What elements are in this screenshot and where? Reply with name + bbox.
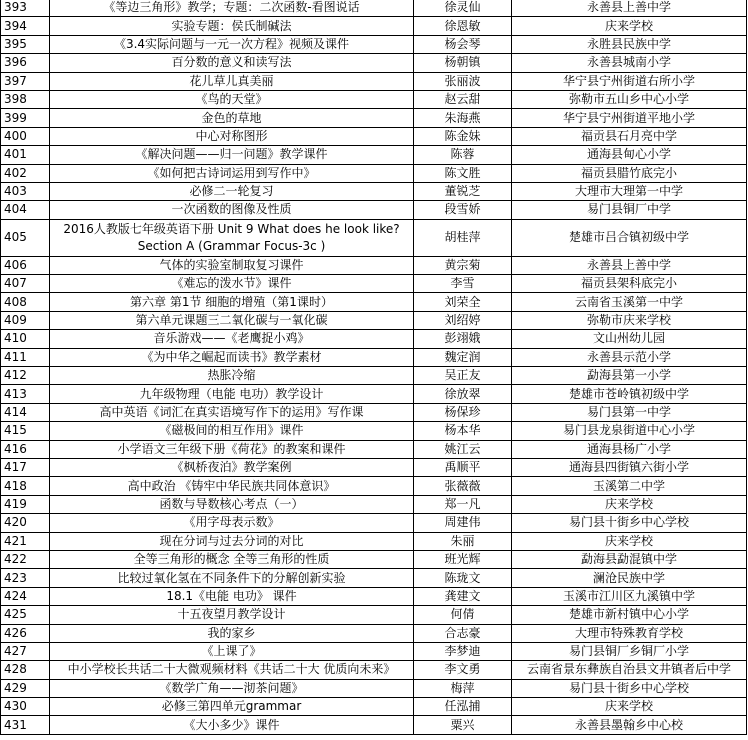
school-cell: 云南省景东彝族自治县文井镇者后中学 — [512, 661, 747, 679]
table-row — [1, 54, 747, 72]
row-number-cell: 424 — [1, 587, 50, 605]
table-row — [1, 606, 747, 624]
table-row — [1, 146, 747, 164]
author-cell: 陈蓉 — [414, 146, 512, 164]
author-cell: 彭翊娥 — [414, 330, 512, 348]
row-number-cell: 404 — [1, 201, 50, 219]
table-row — [1, 330, 747, 348]
school-cell: 福贡县架科底完小 — [512, 275, 747, 293]
row-number-cell: 396 — [1, 54, 50, 72]
table-row — [1, 367, 747, 385]
school-cell: 澜沧民族中学 — [512, 569, 747, 587]
author-cell: 禹顺平 — [414, 458, 512, 476]
school-cell: 华宁县宁州街道右所小学 — [512, 72, 747, 90]
table-body — [1, 0, 747, 734]
table-row — [1, 458, 747, 476]
school-cell: 庆来学校 — [512, 17, 747, 35]
title-cell: 一次函数的图像及性质 — [50, 201, 414, 219]
title-cell: 《鸟的天堂》 — [50, 90, 414, 108]
title-cell: 小学语文三年级下册《荷花》的教案和课件 — [50, 440, 414, 458]
title-cell: 18.1《电能 电功》 课件 — [50, 587, 414, 605]
table-row — [1, 109, 747, 127]
author-cell: 陈文胜 — [414, 164, 512, 182]
title-cell: 《解决问题——归一问题》教学课件 — [50, 146, 414, 164]
table-row — [1, 477, 747, 495]
row-number-cell: 428 — [1, 661, 50, 679]
author-cell: 朱丽 — [414, 532, 512, 550]
row-number-cell: 398 — [1, 90, 50, 108]
title-cell: 花儿草儿真美丽 — [50, 72, 414, 90]
school-cell: 庆来学校 — [512, 698, 747, 716]
title-cell: 实验专题：侯氏制碱法 — [50, 17, 414, 35]
title-cell: 函数与导数核心考点（一） — [50, 495, 414, 513]
row-number-cell: 400 — [1, 127, 50, 145]
table-row — [1, 201, 747, 219]
table-row — [1, 219, 747, 256]
row-number-cell: 393 — [1, 0, 50, 17]
table-row — [1, 495, 747, 513]
table-row — [1, 661, 747, 679]
title-cell: 中心对称图形 — [50, 127, 414, 145]
table-row — [1, 348, 747, 366]
school-cell: 永胜县民族中学 — [512, 35, 747, 53]
school-cell: 华宁县宁州街道平地小学 — [512, 109, 747, 127]
title-cell: 《3.4实际问题与一元一次方程》视频及课件 — [50, 35, 414, 53]
row-number-cell: 414 — [1, 403, 50, 421]
table-row — [1, 698, 747, 716]
school-cell: 庆来学校 — [512, 495, 747, 513]
author-cell: 刘荣全 — [414, 293, 512, 311]
school-cell: 勐海县勐混镇中学 — [512, 550, 747, 568]
author-cell: 杨会琴 — [414, 35, 512, 53]
table-row — [1, 532, 747, 550]
school-cell: 永善县城南小学 — [512, 54, 747, 72]
table-row — [1, 127, 747, 145]
author-cell: 段雪娇 — [414, 201, 512, 219]
row-number-cell: 415 — [1, 422, 50, 440]
author-cell: 李雪 — [414, 275, 512, 293]
school-cell: 玉溪第二中学 — [512, 477, 747, 495]
table-row — [1, 35, 747, 53]
table-row — [1, 642, 747, 660]
row-number-cell: 430 — [1, 698, 50, 716]
school-cell: 庆来学校 — [512, 532, 747, 550]
row-number-cell: 402 — [1, 164, 50, 182]
author-cell: 合志豪 — [414, 624, 512, 642]
school-cell: 楚雄市苍岭镇初级中学 — [512, 385, 747, 403]
author-cell: 魏定润 — [414, 348, 512, 366]
row-number-cell: 426 — [1, 624, 50, 642]
table-row — [1, 679, 747, 697]
table-row — [1, 403, 747, 421]
title-cell: 必修三第四单元grammar — [50, 698, 414, 716]
table-row — [1, 624, 747, 642]
table-row — [1, 164, 747, 182]
title-cell: 必修二一轮复习 — [50, 182, 414, 200]
author-cell: 姚江云 — [414, 440, 512, 458]
author-cell: 朱海燕 — [414, 109, 512, 127]
row-number-cell: 394 — [1, 17, 50, 35]
title-cell: 第六章 第1节 细胞的增殖（第1课时） — [50, 293, 414, 311]
table-row — [1, 550, 747, 568]
row-number-cell: 419 — [1, 495, 50, 513]
school-cell: 永善县上善中学 — [512, 0, 747, 17]
author-cell: 杨保珍 — [414, 403, 512, 421]
title-cell: 2016人教版七年级英语下册 Unit 9 What does he look like? Section A (Grammar Focus-3c ) — [50, 219, 414, 256]
row-number-cell: 423 — [1, 569, 50, 587]
school-cell: 易门县第一中学 — [512, 403, 747, 421]
title-cell: 中小学校长共话二十大微观频材料《共话二十大 优质向未来》 — [50, 661, 414, 679]
title-cell: 《为中华之崛起而读书》教学素材 — [50, 348, 414, 366]
row-number-cell: 406 — [1, 256, 50, 274]
author-cell: 任泓捕 — [414, 698, 512, 716]
school-cell: 大理市大理第一中学 — [512, 182, 747, 200]
row-number-cell: 410 — [1, 330, 50, 348]
table-row — [1, 422, 747, 440]
title-cell: 十五夜望月教学设计 — [50, 606, 414, 624]
author-cell: 徐恩敏 — [414, 17, 512, 35]
school-cell: 大理市特殊教育学校 — [512, 624, 747, 642]
author-cell: 张薇薇 — [414, 477, 512, 495]
author-cell: 吴正友 — [414, 367, 512, 385]
table-row — [1, 256, 747, 274]
author-cell: 张丽波 — [414, 72, 512, 90]
author-cell: 陈珑文 — [414, 569, 512, 587]
row-number-cell: 418 — [1, 477, 50, 495]
school-cell: 易门县龙泉街道中心小学 — [512, 422, 747, 440]
title-cell: 比较过氧化氢在不同条件下的分解创新实验 — [50, 569, 414, 587]
title-cell: 百分数的意义和读写法 — [50, 54, 414, 72]
author-cell: 郑一凡 — [414, 495, 512, 513]
table-row — [1, 569, 747, 587]
table-row — [1, 440, 747, 458]
school-cell: 通海县杨广小学 — [512, 440, 747, 458]
author-cell: 胡桂萍 — [414, 219, 512, 256]
row-number-cell: 425 — [1, 606, 50, 624]
school-cell: 永善县上善中学 — [512, 256, 747, 274]
table-row — [1, 311, 747, 329]
title-cell: 《磁极间的相互作用》课件 — [50, 422, 414, 440]
row-number-cell: 431 — [1, 716, 50, 734]
row-number-cell: 403 — [1, 182, 50, 200]
school-cell: 永善县示范小学 — [512, 348, 747, 366]
row-number-cell: 405 — [1, 219, 50, 256]
table-row — [1, 385, 747, 403]
title-cell: 《如何把古诗词运用到写作中》 — [50, 164, 414, 182]
title-cell: 《等边三角形》教学；专题：二次函数-看图说话 — [50, 0, 414, 17]
school-cell: 弥勒市五山乡中心小学 — [512, 90, 747, 108]
title-cell: 《数学广角——沏茶问题》 — [50, 679, 414, 697]
author-cell: 刘绍婷 — [414, 311, 512, 329]
school-cell: 勐海县第一小学 — [512, 367, 747, 385]
school-cell: 易门县十街乡中心学校 — [512, 514, 747, 532]
school-cell: 云南省玉溪第一中学 — [512, 293, 747, 311]
school-cell: 楚雄市吕合镇初级中学 — [512, 219, 747, 256]
title-cell: 《难忘的泼水节》课件 — [50, 275, 414, 293]
author-cell: 粟兴 — [414, 716, 512, 734]
table-row — [1, 275, 747, 293]
title-cell: 高中英语《词汇在真实语境写作下的运用》写作课 — [50, 403, 414, 421]
row-number-cell: 412 — [1, 367, 50, 385]
row-number-cell: 422 — [1, 550, 50, 568]
author-cell: 李文勇 — [414, 661, 512, 679]
row-number-cell: 399 — [1, 109, 50, 127]
title-cell: 《用字母表示数》 — [50, 514, 414, 532]
row-number-cell: 401 — [1, 146, 50, 164]
table-row — [1, 182, 747, 200]
author-cell: 何倩 — [414, 606, 512, 624]
row-number-cell: 421 — [1, 532, 50, 550]
author-cell: 董锐芝 — [414, 182, 512, 200]
school-cell: 通海县甸心小学 — [512, 146, 747, 164]
row-number-cell: 416 — [1, 440, 50, 458]
school-cell: 福贡县石月亮中学 — [512, 127, 747, 145]
table-row — [1, 587, 747, 605]
author-cell: 徐放翠 — [414, 385, 512, 403]
table-row — [1, 514, 747, 532]
school-cell: 玉溪市江川区九溪镇中学 — [512, 587, 747, 605]
row-number-cell: 429 — [1, 679, 50, 697]
row-number-cell: 397 — [1, 72, 50, 90]
title-cell: 第六单元课题三二氧化碳与一氧化碳 — [50, 311, 414, 329]
school-cell: 福贡县腊竹底完小 — [512, 164, 747, 182]
school-cell: 楚雄市新村镇中心小学 — [512, 606, 747, 624]
table-row — [1, 0, 747, 17]
title-cell: 《大小多少》课件 — [50, 716, 414, 734]
title-cell: 音乐游戏——《老鹰捉小鸡》 — [50, 330, 414, 348]
author-cell: 杨朝镇 — [414, 54, 512, 72]
row-number-cell: 395 — [1, 35, 50, 53]
author-cell: 李梦迪 — [414, 642, 512, 660]
author-cell: 班光辉 — [414, 550, 512, 568]
school-cell: 永善县墨翰乡中心校 — [512, 716, 747, 734]
school-cell: 易门县十街乡中心学校 — [512, 679, 747, 697]
row-number-cell: 420 — [1, 514, 50, 532]
table-row — [1, 716, 747, 734]
table-row — [1, 17, 747, 35]
title-cell: 九年级物理（电能 电功）教学设计 — [50, 385, 414, 403]
title-cell: 《上课了》 — [50, 642, 414, 660]
row-number-cell: 427 — [1, 642, 50, 660]
row-number-cell: 408 — [1, 293, 50, 311]
school-cell: 文山州幼儿园 — [512, 330, 747, 348]
row-number-cell: 417 — [1, 458, 50, 476]
row-number-cell: 411 — [1, 348, 50, 366]
title-cell: 气体的实验室制取复习课件 — [50, 256, 414, 274]
row-number-cell: 407 — [1, 275, 50, 293]
row-number-cell: 413 — [1, 385, 50, 403]
school-cell: 通海县四街镇六街小学 — [512, 458, 747, 476]
title-cell: 金色的草地 — [50, 109, 414, 127]
school-cell: 弥勒市庆来学校 — [512, 311, 747, 329]
school-cell: 易门县铜厂中学 — [512, 201, 747, 219]
author-cell: 梅萍 — [414, 679, 512, 697]
author-cell: 黄宗菊 — [414, 256, 512, 274]
table-row — [1, 72, 747, 90]
title-cell: 热胀冷缩 — [50, 367, 414, 385]
row-number-cell: 409 — [1, 311, 50, 329]
author-cell: 徐灵仙 — [414, 0, 512, 17]
author-cell: 龚建文 — [414, 587, 512, 605]
title-cell: 《枫桥夜泊》教学案例 — [50, 458, 414, 476]
school-cell: 易门县铜厂乡铜厂小学 — [512, 642, 747, 660]
table-row — [1, 293, 747, 311]
author-cell: 杨本华 — [414, 422, 512, 440]
title-cell: 全等三角形的概念 全等三角形的性质 — [50, 550, 414, 568]
title-cell: 现在分词与过去分词的对比 — [50, 532, 414, 550]
author-cell: 赵云甜 — [414, 90, 512, 108]
author-cell: 周建伟 — [414, 514, 512, 532]
title-cell: 高中政治 《铸牢中华民族共同体意识》 — [50, 477, 414, 495]
table-row — [1, 90, 747, 108]
title-cell: 我的家乡 — [50, 624, 414, 642]
author-cell: 陈金妹 — [414, 127, 512, 145]
